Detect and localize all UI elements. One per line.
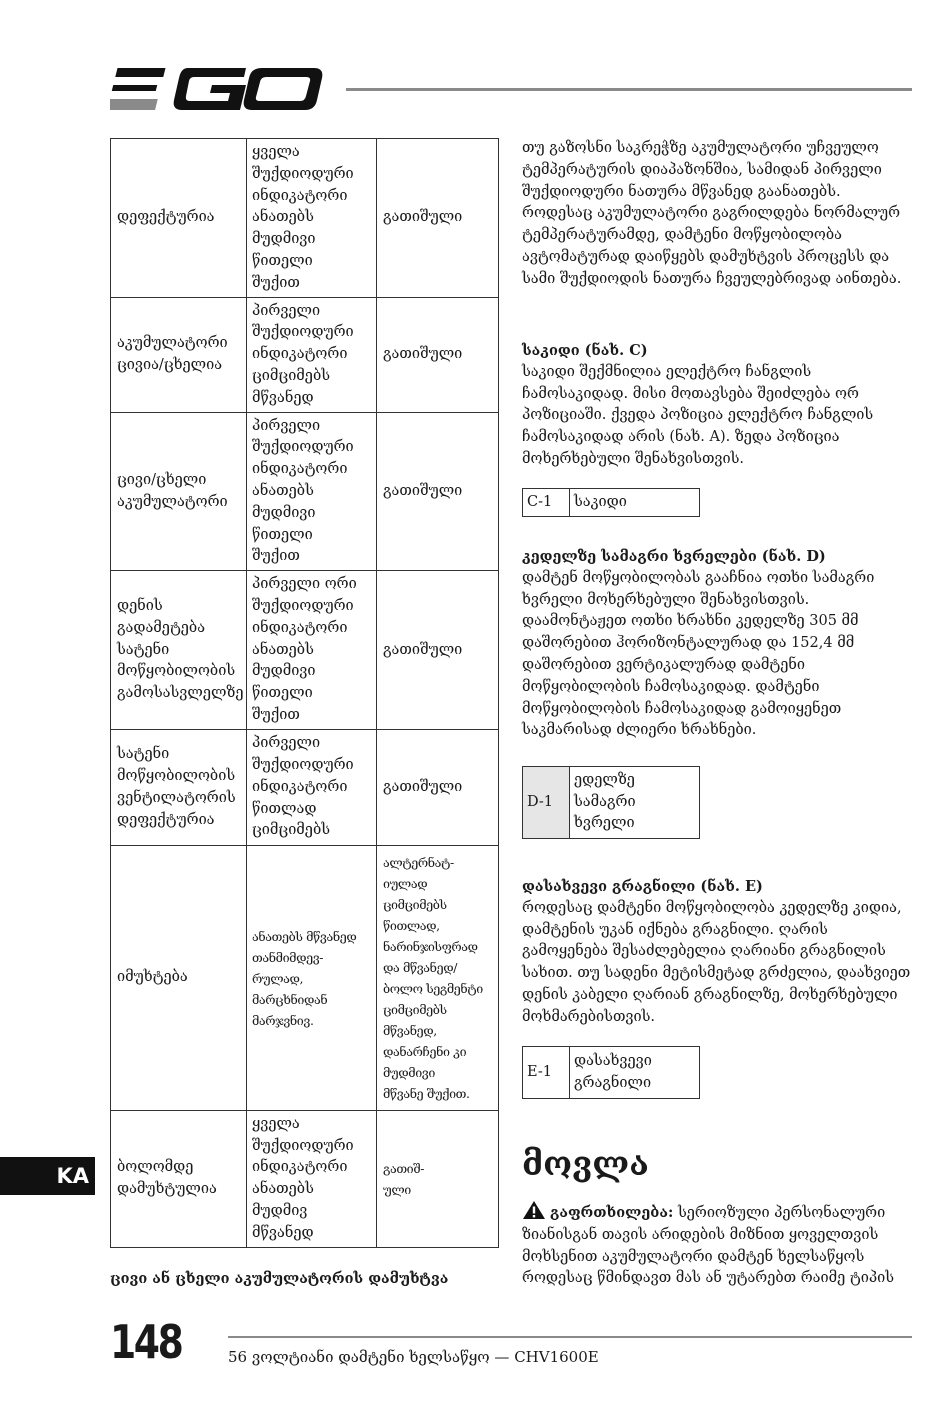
section-text: საკიდი შექმნილია ელექტრო ჩანგლის ჩამოსაკიდად. მისი მოთავსება შეიძლება ორ პოზიციაში. ქვედა პოზიცია ელექტრო ჩანგლის ჩამოსაკიდად არის (ნახ. A). ზედა პოზიცია მოხერხებული შენახვისთვის. — [522, 363, 874, 467]
hanger-section — [522, 340, 912, 471]
table-row — [111, 297, 499, 412]
section-text: დამტენ მოწყობილობას გააჩნია ოთხი სამაგრი ხვრელი მოხერხებული შენახვისთვის. დაამონტაჟეთ ოთხი ხრახნი კედელზე 305 მმ დაშორებით ჰორიზონტალურად და 152,4 მმ დაშორებით ვერტიკალურად დამტენი მოწყობილობის ჩამოსაკიდად. დამტენი მოწყობილობის ჩამოსაკიდად გამოიყენეთ საკმარისად ძლიერი ხრახნები. — [522, 569, 875, 739]
warning-label: გაფრთხილება: — [550, 1204, 674, 1221]
table-row — [111, 729, 499, 845]
ref-key: C-1 — [523, 489, 570, 517]
cold-hot-battery-heading: ცივი ან ცხელი აკუმულატორის დამუხტვა — [110, 1270, 449, 1287]
section-text: როდესაც დამტენი მოწყობილობა კედელზე კიდია, დამტენის უკან იქნება გრაგნილი. ღარის გამოყენება შესაძლებელია ღარიანი გრაგნილის სახით. თუ სადენი მეტისმეტად გრძელია, დაახვიეთ დენის კაბელი ღარიან გრაგნილზე, მოხერხებული მოხმარებისთვის. — [522, 899, 911, 1025]
status-result: გათიშული — [377, 412, 499, 571]
intro-paragraph: თუ გაზოსნი საკრეჭზე აკუმულატორი უჩვეულო ტემპერატურის დიაპაზონშია, სამიდან პირველი შუქდიოდური ნათურა მწვანედ გაანათებს. როდესაც აკუმულატორი გაგრილდება ნორმალურ ტემპერატურამდე, დამტენი მოწყობილობა ავტომატურად დაიწყებს დამუხტვის პროცესს და სამი შუქდიოდის ნათურა ჩვეულებრივად აინთება. — [522, 140, 902, 287]
status-indicator: ყველა შუქდიოდური ინდიკატორი ანათებს მუდმივი წითელი შუქით — [247, 139, 377, 298]
table-row — [523, 767, 700, 839]
header-rule — [346, 88, 912, 91]
ref-table-e — [522, 1046, 700, 1099]
footer-product-text: 56 ვოლტიანი დამტენი ხელსაწყო — CHV1600E — [228, 1348, 599, 1366]
warning-icon — [522, 1200, 546, 1220]
status-indicator: ყველა შუქდიოდური ინდიკატორი ანათებს მუდმივ მწვანედ — [247, 1110, 377, 1247]
status-condition: სატენი მოწყობილობის ვენტილატორის დეფექტურია — [111, 729, 247, 845]
status-result: გათიშ- ული — [377, 1110, 499, 1247]
status-indicator: პირველი შუქდიოდური ინდიკატორი წითლად ციმციმებს — [247, 729, 377, 845]
ref-label: საკიდი — [570, 489, 700, 517]
status-indicator: პირველი შუქდიოდური ინდიკატორი ანათებს მუდმივი წითელი შუქით — [247, 412, 377, 571]
cord-wrap-section — [522, 876, 912, 1029]
maintenance-title: მოვლა — [522, 1144, 649, 1183]
table-row — [111, 571, 499, 730]
status-indicator: პირველი ორი შუქდიოდური ინდიკატორი ანათებს მუდმივი წითელი შუქით — [247, 571, 377, 730]
ref-label: დასახვევი გრაგნილი — [570, 1047, 700, 1099]
section-heading: დასახვევი გრაგნილი (ნახ. E) — [522, 878, 763, 895]
ref-key: E-1 — [523, 1047, 570, 1099]
status-condition: ბოლომდე დამუხტულია — [111, 1110, 247, 1247]
status-result: გათიშული — [377, 139, 499, 298]
ref-key: D-1 — [523, 767, 570, 839]
section-heading: კედელზე სამაგრი ხვრელები (ნახ. D) — [522, 548, 826, 565]
status-result: ალტერნატ- იულად ციმციმებს წითლად, ნარინჯისფრად და მწვანედ/ ბოლო სეგმენტი ციმციმებს მწვანედ, დანარჩენი კი მუდმივი მწვანე შუქით. — [377, 845, 499, 1110]
status-result: გათიშული — [377, 571, 499, 730]
page-number: 148 — [110, 1315, 182, 1369]
status-indicator: პირველი შუქდიოდური ინდიკატორი ციმციმებს მწვანედ — [247, 297, 377, 412]
ego-logo — [110, 66, 324, 112]
ref-table-d — [522, 766, 700, 839]
ref-table-c — [522, 488, 700, 517]
section-heading: საკიდი (ნახ. C) — [522, 342, 648, 359]
status-result: გათიშული — [377, 297, 499, 412]
table-row — [111, 139, 499, 298]
language-tab: KA — [0, 1157, 95, 1195]
table-row — [111, 1110, 499, 1247]
status-condition: დენის გადამეტება სატენი მოწყობილობის გამოსასვლელზე — [111, 571, 247, 730]
status-condition: იმუხტება — [111, 845, 247, 1110]
table-row — [523, 489, 700, 517]
wall-mount-section — [522, 546, 912, 742]
status-condition: დეფექტურია — [111, 139, 247, 298]
table-row — [111, 845, 499, 1110]
status-indicator: ანათებს მწვანედ თანმიმდევ- რულად, მარცხნიდან მარჯვნივ. — [247, 845, 377, 1110]
warning-text: სერიოზული პერსონალური ზიანისგან თავის არიდების მიზნით ყოველთვის მოხსენით აკუმულატორი დამტენ ხელსაწყოს როდესაც წმინდავთ მას ან უტარებთ რაიმე ტიპის — [522, 1205, 895, 1287]
ref-label: ედელზე სამაგრი ხვრელი — [570, 767, 700, 839]
footer-rule — [228, 1336, 912, 1338]
status-result: გათიშული — [377, 729, 499, 845]
warning-block — [522, 1200, 912, 1290]
status-condition: ცივი/ცხელი აკუმულატორი — [111, 412, 247, 571]
table-row — [523, 1047, 700, 1099]
status-condition: აკუმულატორი ცივია/ცხელია — [111, 297, 247, 412]
charger-status-table — [110, 138, 499, 1248]
table-row — [111, 412, 499, 571]
